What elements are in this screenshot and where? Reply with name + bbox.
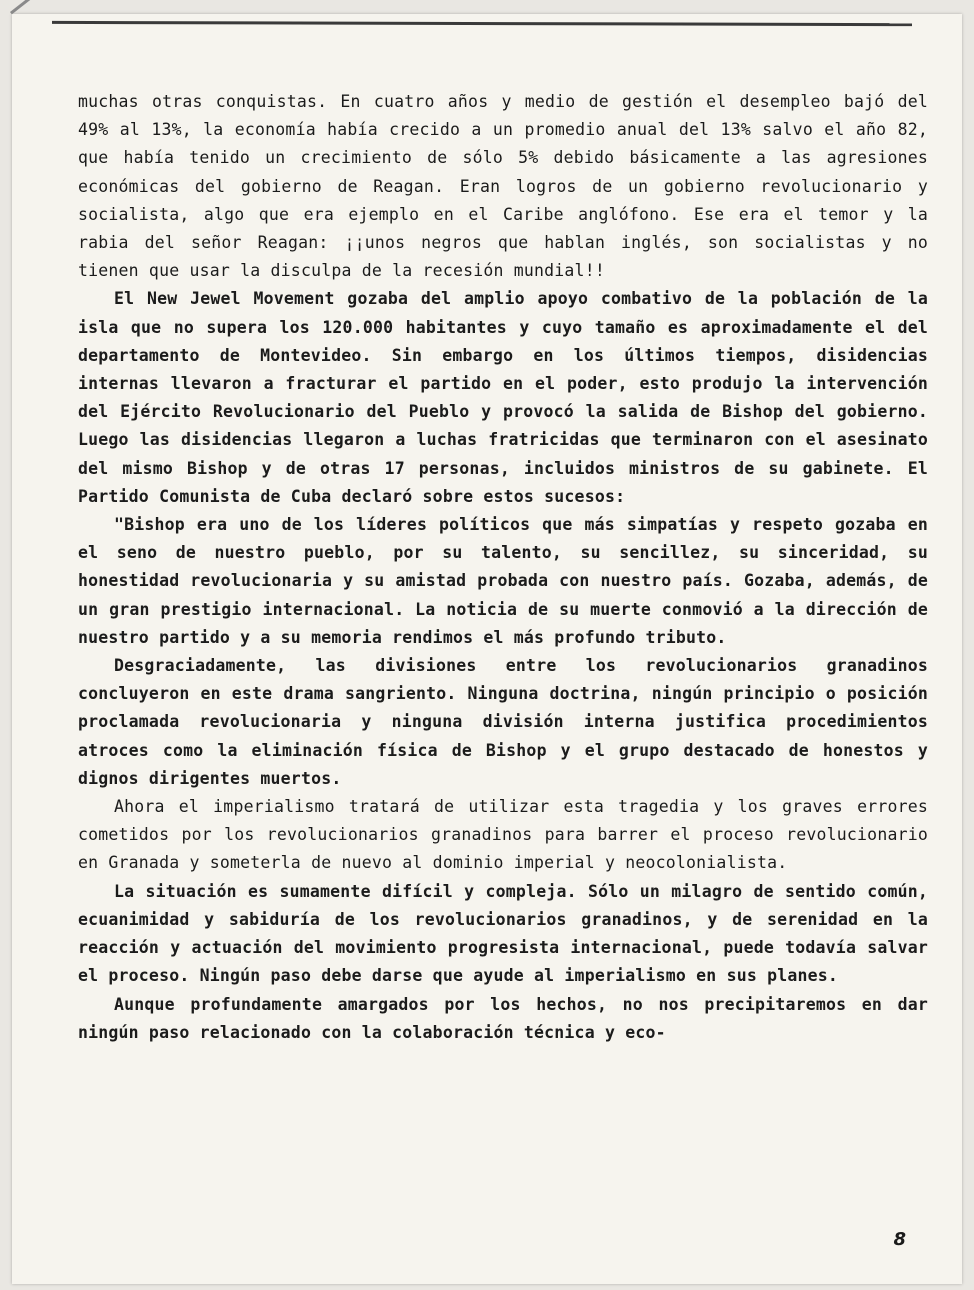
quote-paragraph-3: Ahora el imperialismo tratará de utilizar esta tragedia y los graves errores cometidos por los revolucionarios granadinos para barrer el proceso revolucionario en Granada y someterla de nuevo al dominio imperial y neocolonialista.: [78, 797, 928, 873]
top-rule: [52, 21, 912, 26]
paragraph-2: El New Jewel Movement gozaba del amplio apoyo combativo de la población de la isla que no supera los 120.000 habitantes y cuyo tamaño es aproximadamente el del departamento de Montevideo. Sin embargo en los últimos tiempos, disidencias internas llevaron a fracturar el partido en el poder, esto produjo la intervención del Ejército Revolucionario del Pueblo y provocó la salida de Bishop del gobierno. Luego las disidencias llegaron a luchas fratricidas que terminaron con el asesinato del mismo Bishop y de otras 17 personas, incluidos ministros de su gabinete. El Partido Comunista de Cuba declaró sobre estos sucesos:: [78, 289, 928, 506]
quote-paragraph-4: La situación es sumamente difícil y compleja. Sólo un milagro de sentido común, ecuanimidad y sabiduría de los revolucionarios granadinos, y de serenidad en la reacción y actuación del movimiento progresista internacional, puede todavía salvar el proceso. Ningún paso debe darse que ayude al imperialismo en sus planes.: [78, 881, 928, 986]
body-text: [78, 88, 928, 1047]
document-page: [12, 14, 962, 1284]
page-number: 8: [893, 1229, 906, 1250]
paragraph-1: muchas otras conquistas. En cuatro años y medio de gestión el desempleo bajó del 49% al 13%, la economía había crecido a un promedio anual del 13% salvo el año 82, que había tenido un crecimiento de sólo 5% debido básicamente a las agresiones económicas del gobierno de Reagan. Eran logros de un gobierno revolucionario y socialista, algo que era ejemplo en el Caribe anglófono. Ese era el temor y la rabia del señor Reagan: ¡¡unos negros que hablan inglés, son socialistas y no tienen que usar la disculpa de la recesión mundial!!: [78, 92, 928, 281]
folded-corner: [10, 0, 59, 14]
quote-paragraph-1: "Bishop era uno de los líderes políticos que más simpatías y respeto gozaba en el seno de nuestro pueblo, por su talento, su sencillez, su sinceridad, su honestidad revolucionaria y su amistad probada con nuestro país. Gozaba, además, de un gran prestigio internacional. La noticia de su muerte conmovió a la dirección de nuestro partido y a su memoria rendimos el más profundo tributo.: [78, 515, 928, 647]
paragraph-last: Aunque profundamente amargados por los hechos, no nos precipitaremos en dar ningún paso relacionado con la colaboración técnica y eco-: [78, 994, 928, 1042]
quote-paragraph-2: Desgraciadamente, las divisiones entre los revolucionarios granadinos concluyeron en este drama sangriento. Ninguna doctrina, ningún principio o posición proclamada revolucionaria y ninguna división interna justifica procedimientos atroces como la eliminación física de Bishop y el grupo destacado de honestos y dignos dirigentes muertos.: [78, 656, 928, 788]
